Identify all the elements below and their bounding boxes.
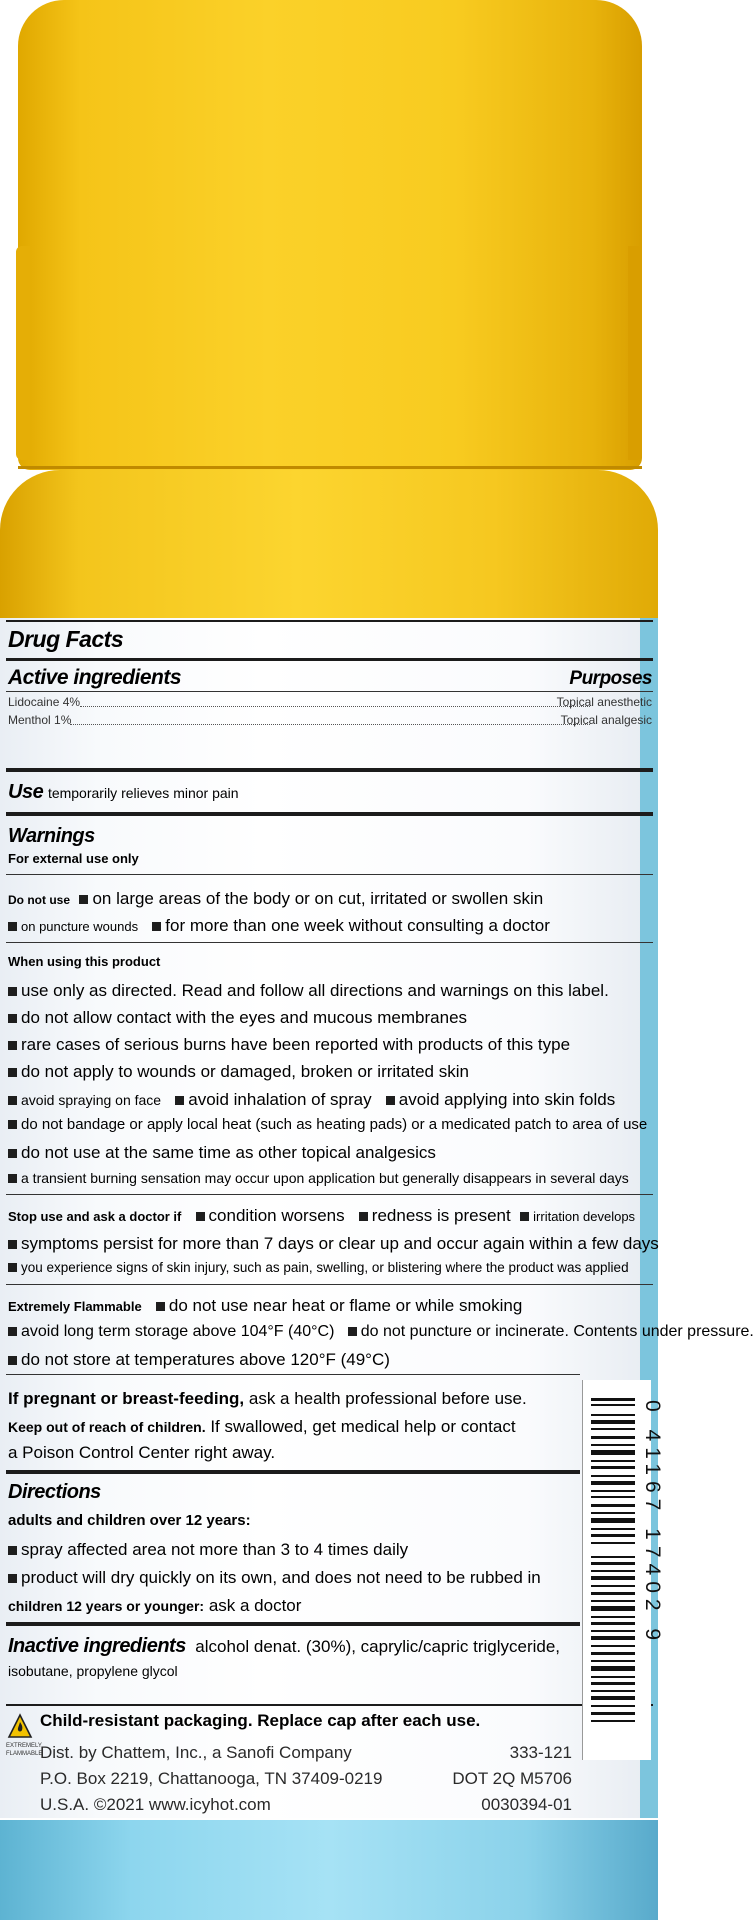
purposes-heading: Purposes (569, 668, 652, 689)
active-ingredient-1: Lidocaine 4% (8, 695, 81, 709)
cap-ridge-left (16, 246, 30, 460)
cap-base-line (18, 466, 642, 469)
spray-can-cap (18, 0, 642, 470)
flammable-text-3: do not store at temperatures above 120°F (49°C) (21, 1350, 390, 1369)
when-using-text-6: do not use at the same time as other topical analgesics (21, 1143, 436, 1162)
do-not-use-label: Do not use (8, 893, 70, 907)
active-rule (6, 691, 653, 692)
stop-text-3: you experience signs of skin injury, such as pain, swelling, or blistering where the product was applied (21, 1260, 629, 1275)
warnings-sep-2 (6, 942, 653, 943)
keep-out-text: If swallowed, get medical help or contact (210, 1417, 516, 1436)
pregnant-line (8, 1390, 527, 1407)
use-text: temporarily relieves minor pain (47, 785, 239, 801)
active-ingredients-heading: Active ingredients (8, 666, 182, 689)
can-shoulder (0, 470, 658, 630)
stop-text-b: redness is present (371, 1206, 511, 1225)
inactive-rule (6, 1622, 580, 1626)
stop-use-line-3 (8, 1261, 629, 1275)
stop-use-line-1 (8, 1207, 635, 1224)
when-using-item-2 (8, 1009, 467, 1026)
do-not-use-text-2a: on puncture wounds (21, 919, 139, 934)
keep-out-bold: Keep out of reach of children. (8, 1419, 206, 1435)
external-use-text: For external use only (8, 851, 139, 866)
barcode-number: 0 41167 17402 9 (641, 1400, 664, 1647)
when-using-item-7 (8, 1171, 629, 1185)
stop-text-2: symptoms persist for more than 7 days or clear up and occur again within a few days (21, 1234, 659, 1253)
spray-text-b: avoid inhalation of spray (188, 1090, 372, 1109)
directions-text-2: product will dry quickly on its own, and does not need to be rubbed in (21, 1568, 541, 1587)
flammable-icon (8, 1714, 32, 1738)
purpose-2: Topical analgesic (560, 713, 652, 727)
inactive-text-1: alcohol denat. (30%), caprylic/capric triglyceride, (195, 1637, 561, 1656)
do-not-use-line-1 (8, 890, 543, 907)
inactive-heading: Inactive ingredients (8, 1635, 186, 1657)
flammable-text-2a: avoid long term storage above 104°F (40°C) (21, 1323, 335, 1340)
when-using-item-3 (8, 1036, 570, 1053)
do-not-use-text-2b: for more than one week without consulting a doctor (165, 916, 550, 935)
when-using-item-4 (8, 1063, 469, 1080)
flammable-text-2b: do not puncture or incinerate. Contents under pressure. (360, 1323, 754, 1340)
dot-leader-2 (70, 724, 590, 725)
distributor-line-1: Dist. by Chattem, Inc., a Sanofi Company (40, 1743, 352, 1762)
when-using-text-1: use only as directed. Read and follow all directions and warnings on this label. (21, 981, 609, 1000)
product-code-3: 0030394-01 (481, 1795, 572, 1814)
stop-use-line-2 (8, 1235, 659, 1252)
spray-text-c: avoid applying into skin folds (398, 1090, 616, 1109)
flammable-line-3 (8, 1351, 390, 1368)
directions-text-1: spray affected area not more than 3 to 4 times daily (21, 1540, 409, 1559)
directions-rule (6, 1470, 580, 1474)
flammable-label: Extremely Flammable (8, 1299, 142, 1314)
use-rule (6, 768, 653, 772)
stop-use-label: Stop use and ask a doctor if (8, 1209, 182, 1224)
do-not-use-text-1: on large areas of the body or on cut, irritated or swollen skin (92, 889, 544, 908)
adults-heading: adults and children over 12 years: (8, 1512, 251, 1529)
distributor-line-3: U.S.A. ©2021 www.icyhot.com (40, 1795, 271, 1814)
directions-item-1 (8, 1541, 408, 1558)
when-using-text-2: do not allow contact with the eyes and mucous membranes (21, 1008, 468, 1027)
purpose-1: Topical anesthetic (556, 695, 652, 709)
when-using-heading: When using this product (8, 954, 161, 969)
use-label: Use (8, 781, 44, 803)
spray-line (8, 1091, 615, 1108)
flammable-icon-caption-1: EXTREMELY (6, 1743, 42, 1749)
product-code-1: 333-121 (509, 1743, 572, 1762)
pregnant-bold: If pregnant or breast-feeding, (8, 1389, 245, 1408)
warnings-sep-4 (6, 1284, 653, 1285)
when-using-item-5 (8, 1117, 647, 1132)
flammable-line-2 (8, 1324, 754, 1340)
title-rule (6, 658, 653, 661)
active-ingredient-2: Menthol 1% (8, 713, 72, 727)
children-bold: children 12 years or younger: (8, 1598, 205, 1614)
flammable-line-1 (8, 1297, 522, 1314)
poison-control-line: a Poison Control Center right away. (8, 1443, 276, 1462)
pregnant-text: ask a health professional before use. (248, 1389, 527, 1408)
warnings-sep-3 (6, 1194, 653, 1195)
inactive-line-2: isobutane, propylene glycol (8, 1663, 178, 1679)
when-using-text-4: do not apply to wounds or damaged, broken or irritated skin (21, 1062, 469, 1081)
children-text: ask a doctor (208, 1596, 302, 1615)
drug-facts-title: Drug Facts (8, 626, 124, 652)
product-code-2: DOT 2Q M5706 (452, 1769, 572, 1788)
when-using-item-6 (8, 1144, 436, 1161)
when-using-text-3: rare cases of serious burns have been reported with products of this type (21, 1035, 571, 1054)
stop-text-c: irritation develops (533, 1209, 636, 1224)
warnings-sep-1 (6, 874, 653, 875)
use-line (8, 782, 239, 802)
dot-leader-1 (80, 706, 590, 707)
cap-ridge-right (628, 246, 642, 460)
distributor-line-2: P.O. Box 2219, Chattanooga, TN 37409-0219 (40, 1769, 383, 1788)
warnings-rule (6, 812, 653, 816)
when-using-item-1 (8, 982, 609, 999)
warnings-heading: Warnings (8, 825, 95, 847)
warnings-sep-5 (6, 1374, 580, 1375)
flammable-icon-caption-2: FLAMMABLE (6, 1751, 43, 1757)
child-resistant-notice: Child-resistant packaging. Replace cap after each use. (40, 1711, 481, 1730)
children-line (8, 1597, 301, 1614)
do-not-use-line-2 (8, 917, 550, 934)
when-using-text-7: a transient burning sensation may occur upon application but generally disappears in several days (21, 1170, 629, 1186)
inactive-line-1 (8, 1636, 560, 1656)
directions-heading: Directions (8, 1481, 101, 1503)
when-using-text-5: do not bandage or apply local heat (such as heating pads) or a medicated patch to area of use (21, 1116, 648, 1133)
can-bottom-band (0, 1820, 658, 1920)
flammable-text-1: do not use near heat or flame or while smoking (168, 1296, 523, 1315)
directions-item-2 (8, 1569, 541, 1586)
spray-text-a: avoid spraying on face (21, 1092, 162, 1108)
stop-text-a: condition worsens (208, 1206, 345, 1225)
keep-out-line (8, 1418, 516, 1435)
